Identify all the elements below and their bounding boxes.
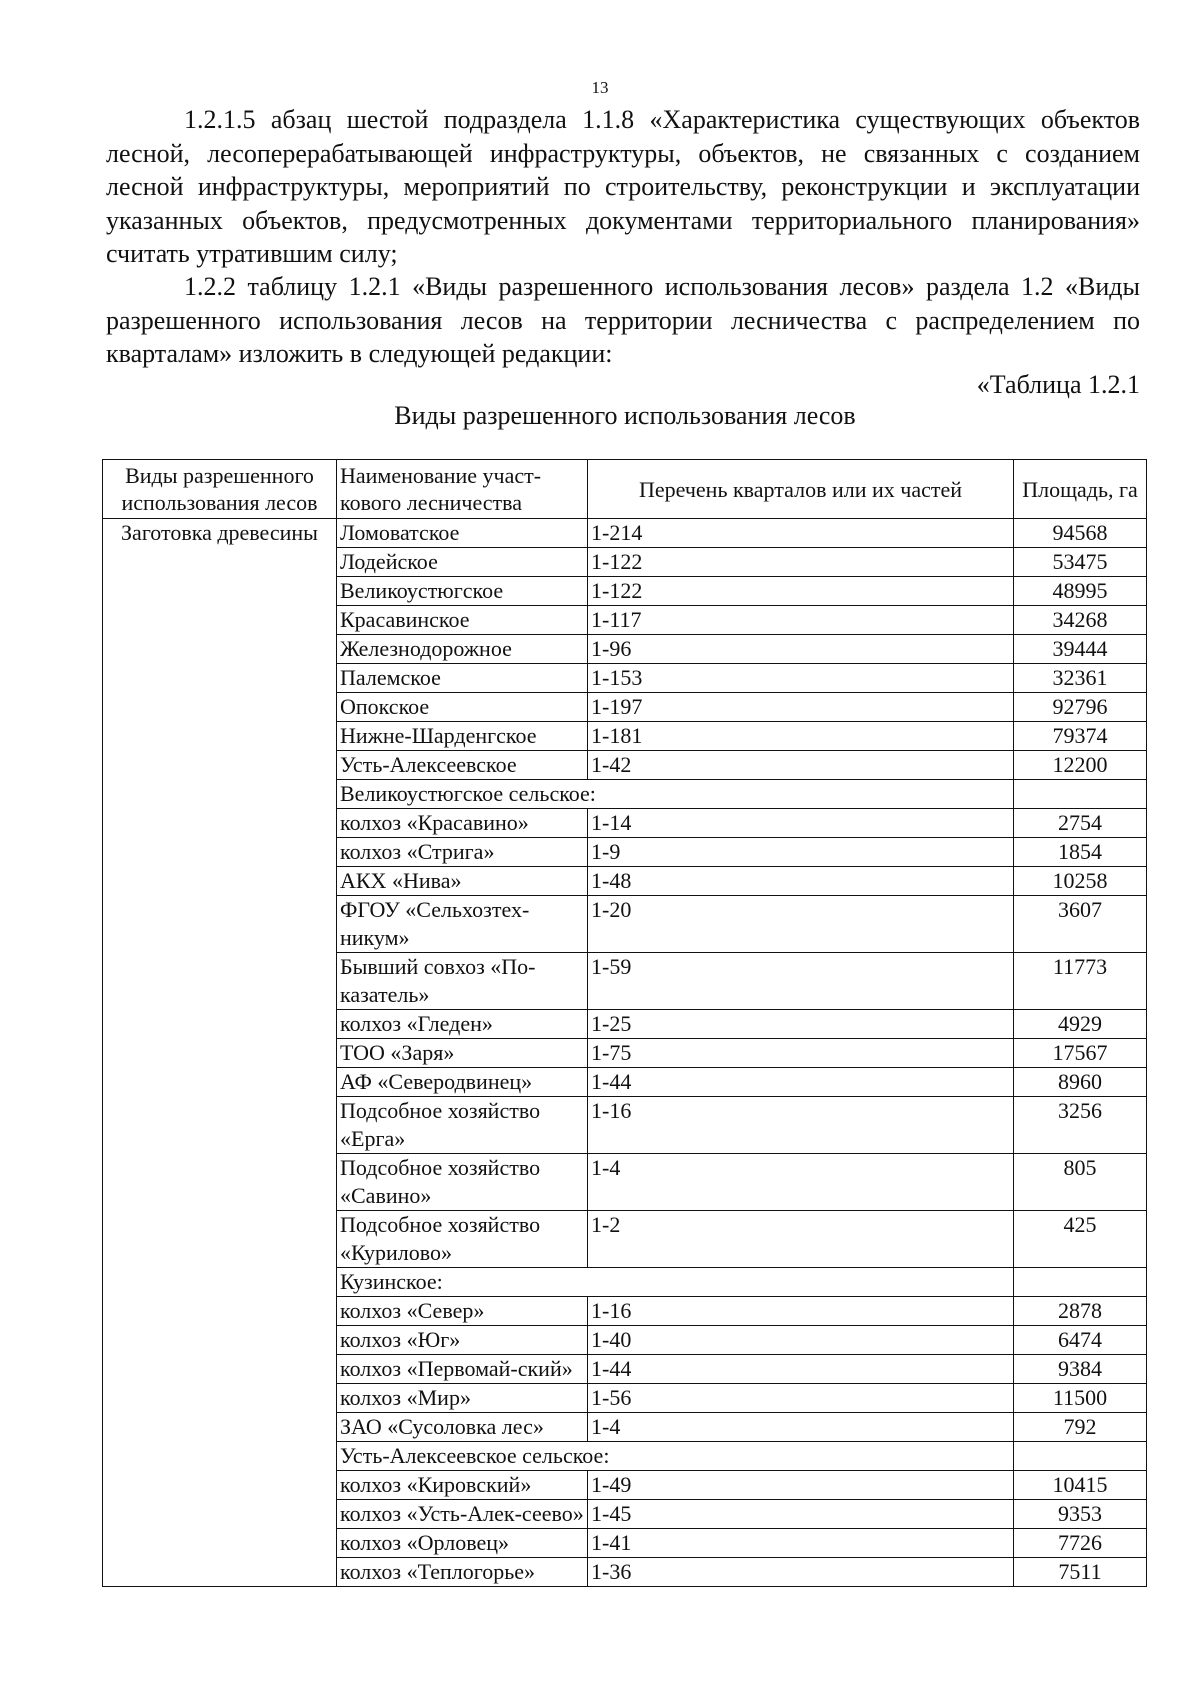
quarters-cell: 1-45 bbox=[588, 1500, 1014, 1529]
area-cell: 4929 bbox=[1014, 1010, 1147, 1039]
area-cell-empty bbox=[1014, 780, 1147, 809]
area-cell-empty bbox=[1014, 1442, 1147, 1471]
quarters-cell: 1-41 bbox=[588, 1529, 1014, 1558]
area-cell: 12200 bbox=[1014, 751, 1147, 780]
area-cell: 53475 bbox=[1014, 548, 1147, 577]
quarters-cell: 1-59 bbox=[588, 953, 1014, 1010]
forestry-name-cell: АКХ «Нива» bbox=[337, 867, 588, 896]
header-area: Площадь, га bbox=[1014, 460, 1147, 519]
forestry-name-cell: колхоз «Стрига» bbox=[337, 838, 588, 867]
quarters-cell: 1-16 bbox=[588, 1097, 1014, 1154]
forestry-name-cell: Ломоватское bbox=[337, 519, 588, 548]
quarters-cell: 1-20 bbox=[588, 896, 1014, 953]
table-header-row bbox=[103, 460, 1147, 519]
forestry-name-cell: ЗАО «Сусоловка лес» bbox=[337, 1413, 588, 1442]
page-number: 13 bbox=[591, 78, 609, 97]
kind-cell: Заготовка древесины bbox=[103, 519, 337, 1587]
forestry-name-cell: колхоз «Усть-Алек-сеево» bbox=[337, 1500, 588, 1529]
quarters-cell: 1-75 bbox=[588, 1039, 1014, 1068]
area-cell: 805 bbox=[1014, 1154, 1147, 1211]
quarters-cell: 1-122 bbox=[588, 577, 1014, 606]
forestry-name-cell: Палемское bbox=[337, 664, 588, 693]
header-name: Наименование участ-кового лесничества bbox=[337, 460, 588, 519]
area-cell: 10258 bbox=[1014, 867, 1147, 896]
area-cell: 8960 bbox=[1014, 1068, 1147, 1097]
paragraph-1-2-2: 1.2.2 таблицу 1.2.1 «Виды разрешенного использования лесов» раздела 1.2 «Виды разрешенного использования лесов на территории лесничества с распределением по кварталам» изложить в следующей редакции: bbox=[106, 272, 1140, 368]
area-cell: 6474 bbox=[1014, 1326, 1147, 1355]
forestry-name-cell: колхоз «Кировский» bbox=[337, 1471, 588, 1500]
paragraph-1-2-1-5: 1.2.1.5 абзац шестой подраздела 1.1.8 «Характеристика существующих объектов лесной, лесоперерабатывающей инфраструктуры, объектов, не связанных с созданием лесной инфраструктуры, мероприятий по строительству, реконструкции и эксплуатации указанных объектов, предусмотренных документами территориального планирования» считать утратившим силу; bbox=[106, 105, 1140, 268]
area-cell: 94568 bbox=[1014, 519, 1147, 548]
quarters-cell: 1-117 bbox=[588, 606, 1014, 635]
area-cell: 17567 bbox=[1014, 1039, 1147, 1068]
quarters-cell: 1-214 bbox=[588, 519, 1014, 548]
forestry-name-cell: колхоз «Гледен» bbox=[337, 1010, 588, 1039]
quarters-cell: 1-40 bbox=[588, 1326, 1014, 1355]
quarters-cell: 1-25 bbox=[588, 1010, 1014, 1039]
forestry-name-cell: Опокское bbox=[337, 693, 588, 722]
forestry-name-cell: колхоз «Север» bbox=[337, 1297, 588, 1326]
area-cell: 11773 bbox=[1014, 953, 1147, 1010]
area-cell: 48995 bbox=[1014, 577, 1147, 606]
area-cell: 3256 bbox=[1014, 1097, 1147, 1154]
quarters-cell: 1-197 bbox=[588, 693, 1014, 722]
area-cell: 792 bbox=[1014, 1413, 1147, 1442]
quarters-cell: 1-56 bbox=[588, 1384, 1014, 1413]
area-cell: 39444 bbox=[1014, 635, 1147, 664]
forestry-name-cell: Подсобное хозяйство «Ерга» bbox=[337, 1097, 588, 1154]
area-cell: 9384 bbox=[1014, 1355, 1147, 1384]
group-name-cell: Усть-Алексеевское сельское: bbox=[337, 1442, 1014, 1471]
header-quarters: Перечень кварталов или их частей bbox=[588, 460, 1014, 519]
area-cell: 1854 bbox=[1014, 838, 1147, 867]
forestry-name-cell: Нижне-Шарденгское bbox=[337, 722, 588, 751]
area-cell: 92796 bbox=[1014, 693, 1147, 722]
quarters-cell: 1-4 bbox=[588, 1413, 1014, 1442]
forestry-name-cell: Лодейское bbox=[337, 548, 588, 577]
area-cell: 2878 bbox=[1014, 1297, 1147, 1326]
area-cell: 32361 bbox=[1014, 664, 1147, 693]
quarters-cell: 1-14 bbox=[588, 809, 1014, 838]
forestry-name-cell: ФГОУ «Сельхозтех-никум» bbox=[337, 896, 588, 953]
quarters-cell: 1-44 bbox=[588, 1068, 1014, 1097]
area-cell: 9353 bbox=[1014, 1500, 1147, 1529]
area-cell: 34268 bbox=[1014, 606, 1147, 635]
quarters-cell: 1-44 bbox=[588, 1355, 1014, 1384]
table-body bbox=[103, 519, 1147, 1587]
forestry-name-cell: Усть-Алексеевское bbox=[337, 751, 588, 780]
forest-use-table bbox=[102, 459, 1147, 1587]
table-row bbox=[103, 519, 1147, 548]
forestry-name-cell: АФ «Северодвинец» bbox=[337, 1068, 588, 1097]
forestry-name-cell: колхоз «Мир» bbox=[337, 1384, 588, 1413]
forestry-name-cell: колхоз «Красавино» bbox=[337, 809, 588, 838]
area-cell: 425 bbox=[1014, 1211, 1147, 1268]
quarters-cell: 1-48 bbox=[588, 867, 1014, 896]
forestry-name-cell: Великоустюгское bbox=[337, 577, 588, 606]
quarters-cell: 1-4 bbox=[588, 1154, 1014, 1211]
area-cell: 7511 bbox=[1014, 1558, 1147, 1587]
group-name-cell: Кузинское: bbox=[337, 1268, 1014, 1297]
quarters-cell: 1-36 bbox=[588, 1558, 1014, 1587]
area-cell: 7726 bbox=[1014, 1529, 1147, 1558]
table-title: Виды разрешенного использования лесов bbox=[394, 401, 856, 430]
forestry-name-cell: ТОО «Заря» bbox=[337, 1039, 588, 1068]
quarters-cell: 1-42 bbox=[588, 751, 1014, 780]
quarters-cell: 1-153 bbox=[588, 664, 1014, 693]
area-cell: 3607 bbox=[1014, 896, 1147, 953]
area-cell-empty bbox=[1014, 1268, 1147, 1297]
quarters-cell: 1-181 bbox=[588, 722, 1014, 751]
quarters-cell: 1-9 bbox=[588, 838, 1014, 867]
header-kind: Виды разрешенного использования лесов bbox=[103, 460, 337, 519]
forestry-name-cell: Подсобное хозяйство «Курилово» bbox=[337, 1211, 588, 1268]
forestry-name-cell: Подсобное хозяйство «Савино» bbox=[337, 1154, 588, 1211]
area-cell: 79374 bbox=[1014, 722, 1147, 751]
area-cell: 10415 bbox=[1014, 1471, 1147, 1500]
forestry-name-cell: Бывший совхоз «По-казатель» bbox=[337, 953, 588, 1010]
group-name-cell: Великоустюгское сельское: bbox=[337, 780, 1014, 809]
area-cell: 11500 bbox=[1014, 1384, 1147, 1413]
quarters-cell: 1-122 bbox=[588, 548, 1014, 577]
forestry-name-cell: колхоз «Первомай-ский» bbox=[337, 1355, 588, 1384]
area-cell: 2754 bbox=[1014, 809, 1147, 838]
table-label: «Таблица 1.2.1 bbox=[976, 370, 1140, 399]
forestry-name-cell: колхоз «Теплогорье» bbox=[337, 1558, 588, 1587]
forestry-name-cell: Красавинское bbox=[337, 606, 588, 635]
quarters-cell: 1-96 bbox=[588, 635, 1014, 664]
quarters-cell: 1-2 bbox=[588, 1211, 1014, 1268]
forestry-name-cell: колхоз «Орловец» bbox=[337, 1529, 588, 1558]
forestry-name-cell: Железнодорожное bbox=[337, 635, 588, 664]
quarters-cell: 1-16 bbox=[588, 1297, 1014, 1326]
quarters-cell: 1-49 bbox=[588, 1471, 1014, 1500]
forestry-name-cell: колхоз «Юг» bbox=[337, 1326, 588, 1355]
